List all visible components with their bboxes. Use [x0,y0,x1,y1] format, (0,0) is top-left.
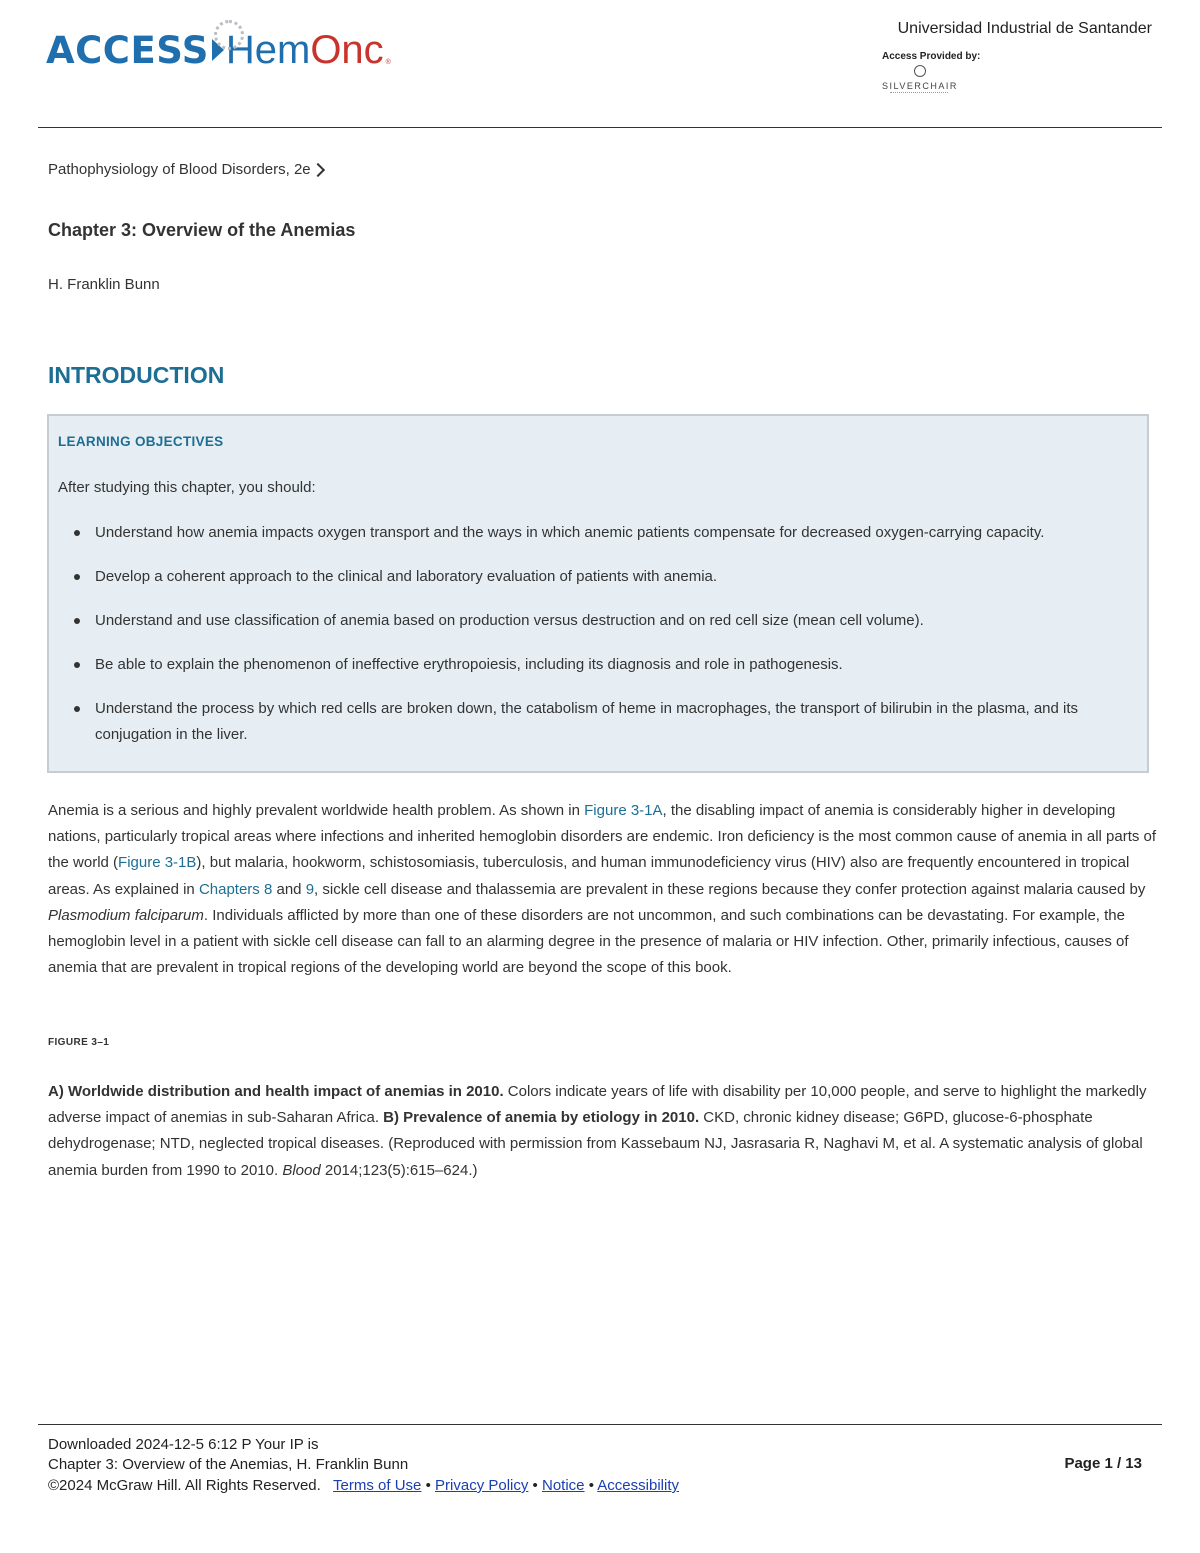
paragraph-text: ), but malaria, hookworm, schistosomiasis, tuberculosis, and human immunodeficiency virus (HIV) also are frequently encountered in tropical areas. As explained in [48,854,1130,898]
notice-link[interactable]: Notice [541,1477,585,1494]
caption-a-heading: A) Worldwide distribution and health impact of anemias in 2010. [48,1083,504,1100]
list-item: Develop a coherent approach to the clinical and laboratory evaluation of patients with anemia. [58,564,1143,590]
figure-3-1a-link[interactable]: Figure 3-1A [584,802,663,819]
intro-paragraph [48,798,1158,981]
learning-objectives-box [47,414,1149,773]
separator: • [425,1477,431,1494]
list-item: Be able to explain the phenomenon of ineffective erythropoiesis, including its diagnosis and role in pathogenesis. [58,652,1143,678]
logo-access-text: ACCESS [46,28,209,72]
institution-name: Universidad Industrial de Santander [897,20,1152,37]
list-item: Understand the process by which red cells are broken down, the catabolism of heme in macrophages, the transport of bilirubin in the plasma, and its conjugation in the liver. [58,696,1143,748]
registered-mark: ® [385,59,391,66]
copyright: ©2024 McGraw Hill. All Rights Reserved. [48,1477,321,1494]
page-number: Page 1 / 13 [1064,1455,1142,1472]
figure-caption [48,1079,1158,1184]
species-name: Plasmodium falciparum [48,906,204,924]
paragraph-text: . Individuals afflicted by more than one of these disorders are not uncommon, and such combinations can be devastating. For example, the hemoglobin level in a patient with sickle cell disease can fall to an alarming degree in the presence of malaria or HIV infection. Other, primarily infectious, causes of anemia that are prevalent in tropical regions of the developing world are beyond the scope of this book. [48,906,1129,977]
list-item: Understand and use classification of anemia based on production versus destruction and on red cell size (mean cell volume). [58,608,1143,634]
terms-of-use-link[interactable]: Terms of Use [333,1477,422,1494]
silverchair-logo-icon [914,65,926,77]
breadcrumb[interactable] [48,161,323,178]
learning-objectives-intro: After studying this chapter, you should: [58,479,316,496]
download-info: Downloaded 2024-12-5 6:12 P Your IP is [48,1436,319,1453]
journal-name: Blood [282,1161,321,1179]
paragraph-text: , the disabling impact of anemia is considerably higher in developing nations, particularly tropical areas where infections and inherited hemoglobin disorders are endemic. Iron deficiency is the most common cause of anemia in all parts of the world ( [48,802,1157,872]
chapter-9-link[interactable]: 9 [305,880,315,898]
logo-hem-text: Hem [225,27,311,72]
footer-divider [38,1424,1162,1425]
silverchair-tagline-decoration [890,92,948,96]
silverchair-logo-text: SILVERCHAIR [882,81,958,91]
chapter-title: Chapter 3: Overview of the Anemias [48,220,356,240]
access-provided-label: Access Provided by: [882,51,981,62]
separator: • [588,1477,594,1494]
privacy-policy-link[interactable]: Privacy Policy [435,1477,529,1494]
paragraph-text: and [272,880,306,898]
list-item: Understand how anemia impacts oxygen transport and the ways in which anemic patients compensate for decreased oxygen-carrying capacity. [58,520,1143,546]
chapter-8-link[interactable]: Chapters 8 [198,880,273,898]
chevron-right-icon [311,162,325,176]
header-divider [38,127,1162,128]
separator: • [532,1477,538,1494]
footer-links [48,1476,679,1496]
logo-onc-text: Onc [310,27,384,72]
caption-b-heading: B) Prevalence of anemia by etiology in 2010. [383,1109,700,1127]
learning-objectives-title: LEARNING OBJECTIVES [58,434,224,449]
learning-objectives-list [58,520,1143,766]
paragraph-text: , sickle cell disease and thalassemia are prevalent in these regions because they confer protection against malaria caused by [314,880,1146,898]
section-heading: INTRODUCTION [48,362,225,388]
author-name: H. Franklin Bunn [48,276,160,293]
paragraph-text: Anemia is a serious and highly prevalent worldwide health problem. As shown in [48,802,585,819]
breadcrumb-book-link[interactable]: Pathophysiology of Blood Disorders, 2e [48,161,311,178]
citation: Chapter 3: Overview of the Anemias, H. Franklin Bunn [48,1456,409,1473]
caption-text: 2014;123(5):615–624.) [320,1161,478,1179]
caption-text: Colors indicate years of life with disability per 10,000 people, and serve to highlight the markedly adverse impact of anemias in sub-Saharan Africa. [48,1083,1147,1127]
accessibility-link[interactable]: Accessibility [597,1477,679,1494]
figure-3-1b-link[interactable]: Figure 3-1B [118,854,197,872]
gear-icon [214,20,244,50]
figure-label: FIGURE 3–1 [48,1037,110,1048]
accesshemonc-logo[interactable] [46,18,391,82]
caption-text: CKD, chronic kidney disease; G6PD, glucose-6-phosphate dehydrogenase; NTD, neglected tropical diseases. (Reproduced with permission from Kassebaum NJ, Jasrasaria R, Naghavi M, et al. A systematic analysis of global anemia burden from 1990 to 2010. [48,1109,1143,1179]
